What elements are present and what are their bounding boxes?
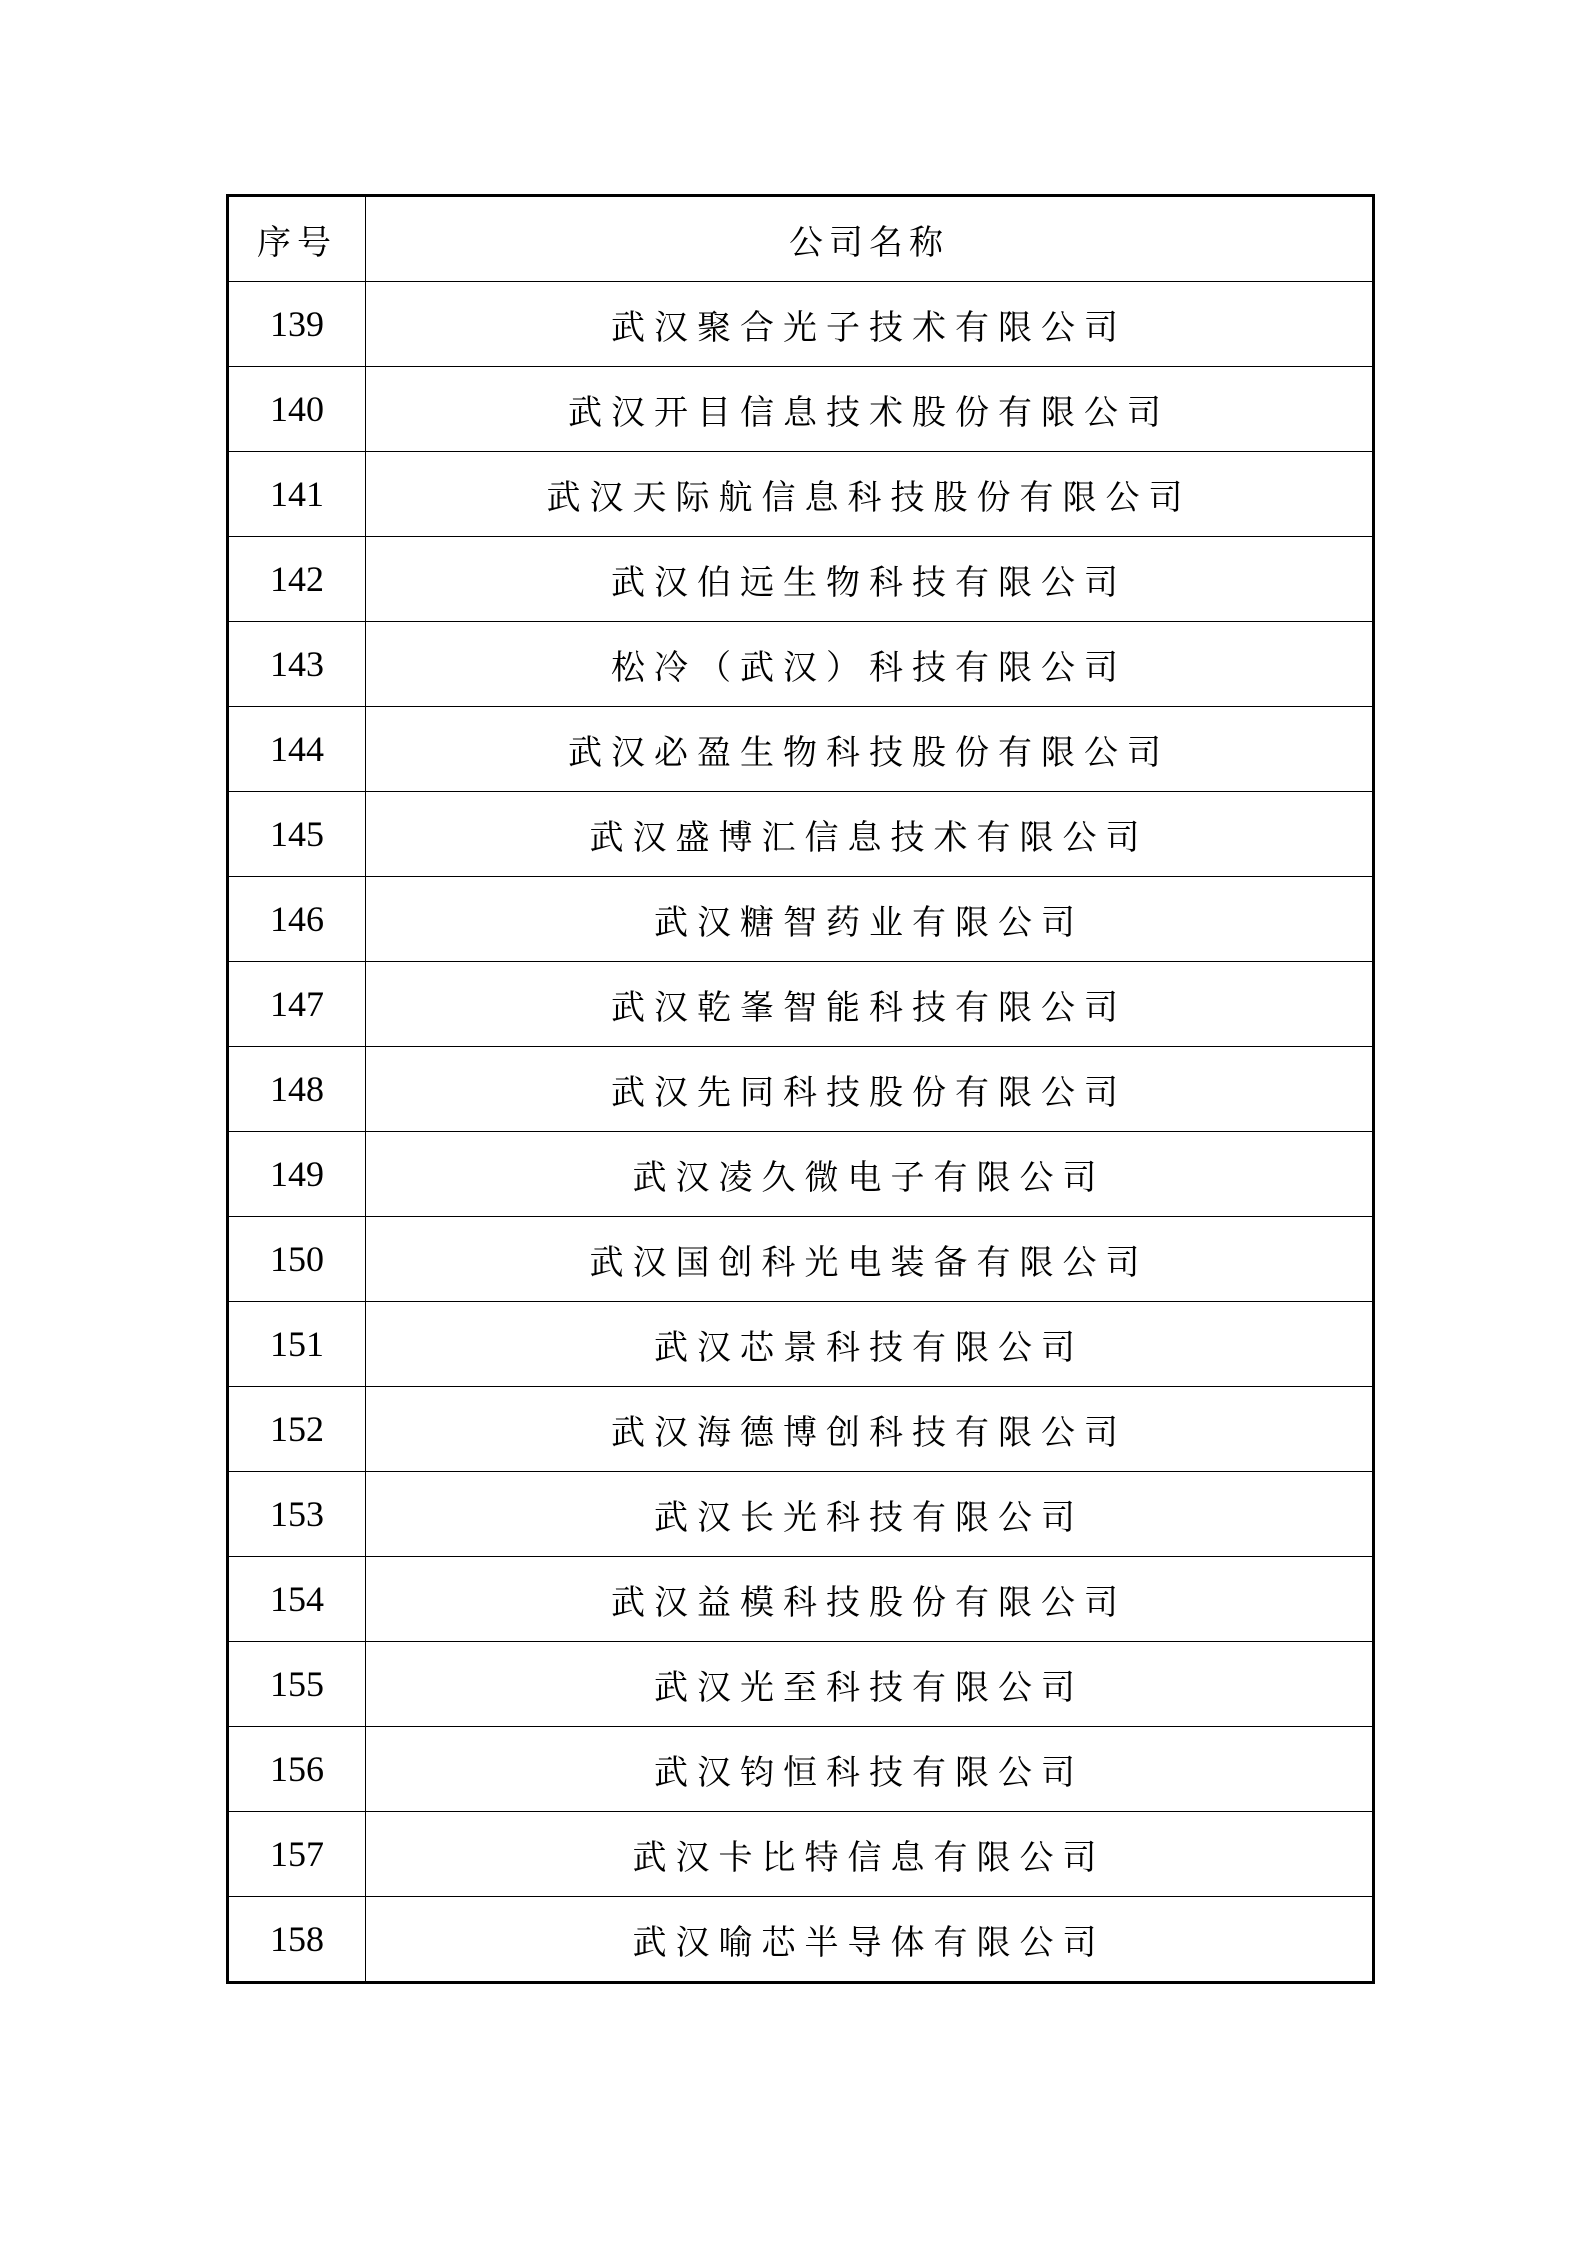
name-column-header: 公司名称: [366, 196, 1374, 282]
company-name: 武汉喻芯半导体有限公司: [366, 1897, 1374, 1983]
table-row: [228, 707, 1374, 792]
company-name: 武汉国创科光电装备有限公司: [366, 1217, 1374, 1302]
table-row: [228, 1302, 1374, 1387]
row-index: 142: [228, 537, 366, 622]
row-index: 146: [228, 877, 366, 962]
table-row: [228, 792, 1374, 877]
table-row: [228, 367, 1374, 452]
index-column-header: 序号: [228, 196, 366, 282]
row-index: 152: [228, 1387, 366, 1472]
company-name: 武汉乾峯智能科技有限公司: [366, 962, 1374, 1047]
table-row: [228, 1132, 1374, 1217]
row-index: 156: [228, 1727, 366, 1812]
company-name: 武汉凌久微电子有限公司: [366, 1132, 1374, 1217]
row-index: 147: [228, 962, 366, 1047]
table-row: [228, 1812, 1374, 1897]
table-row: [228, 1387, 1374, 1472]
row-index: 154: [228, 1557, 366, 1642]
table-row: [228, 1727, 1374, 1812]
company-name: 武汉糖智药业有限公司: [366, 877, 1374, 962]
row-index: 149: [228, 1132, 366, 1217]
row-index: 151: [228, 1302, 366, 1387]
row-index: 144: [228, 707, 366, 792]
table-row: [228, 1047, 1374, 1132]
table-header-row: [228, 196, 1374, 282]
company-name: 武汉天际航信息科技股份有限公司: [366, 452, 1374, 537]
row-index: 158: [228, 1897, 366, 1983]
row-index: 145: [228, 792, 366, 877]
table-row: [228, 282, 1374, 367]
company-list-table: [226, 194, 1375, 1984]
company-name: 武汉先同科技股份有限公司: [366, 1047, 1374, 1132]
table-row: [228, 1557, 1374, 1642]
row-index: 140: [228, 367, 366, 452]
company-name: 武汉必盈生物科技股份有限公司: [366, 707, 1374, 792]
company-name: 武汉卡比特信息有限公司: [366, 1812, 1374, 1897]
company-name: 松冷（武汉）科技有限公司: [366, 622, 1374, 707]
table-row: [228, 537, 1374, 622]
table-row: [228, 622, 1374, 707]
table-row: [228, 877, 1374, 962]
company-name: 武汉伯远生物科技有限公司: [366, 537, 1374, 622]
company-name: 武汉聚合光子技术有限公司: [366, 282, 1374, 367]
company-name: 武汉光至科技有限公司: [366, 1642, 1374, 1727]
table-body: [228, 282, 1374, 1983]
row-index: 157: [228, 1812, 366, 1897]
table-row: [228, 452, 1374, 537]
company-name: 武汉益模科技股份有限公司: [366, 1557, 1374, 1642]
company-name: 武汉海德博创科技有限公司: [366, 1387, 1374, 1472]
table-row: [228, 1897, 1374, 1983]
table-row: [228, 962, 1374, 1047]
company-name: 武汉长光科技有限公司: [366, 1472, 1374, 1557]
row-index: 143: [228, 622, 366, 707]
company-name: 武汉芯景科技有限公司: [366, 1302, 1374, 1387]
row-index: 155: [228, 1642, 366, 1727]
table-row: [228, 1642, 1374, 1727]
table-row: [228, 1472, 1374, 1557]
company-name: 武汉钧恒科技有限公司: [366, 1727, 1374, 1812]
row-index: 153: [228, 1472, 366, 1557]
row-index: 141: [228, 452, 366, 537]
company-name: 武汉开目信息技术股份有限公司: [366, 367, 1374, 452]
row-index: 139: [228, 282, 366, 367]
company-name: 武汉盛博汇信息技术有限公司: [366, 792, 1374, 877]
row-index: 148: [228, 1047, 366, 1132]
table-row: [228, 1217, 1374, 1302]
row-index: 150: [228, 1217, 366, 1302]
